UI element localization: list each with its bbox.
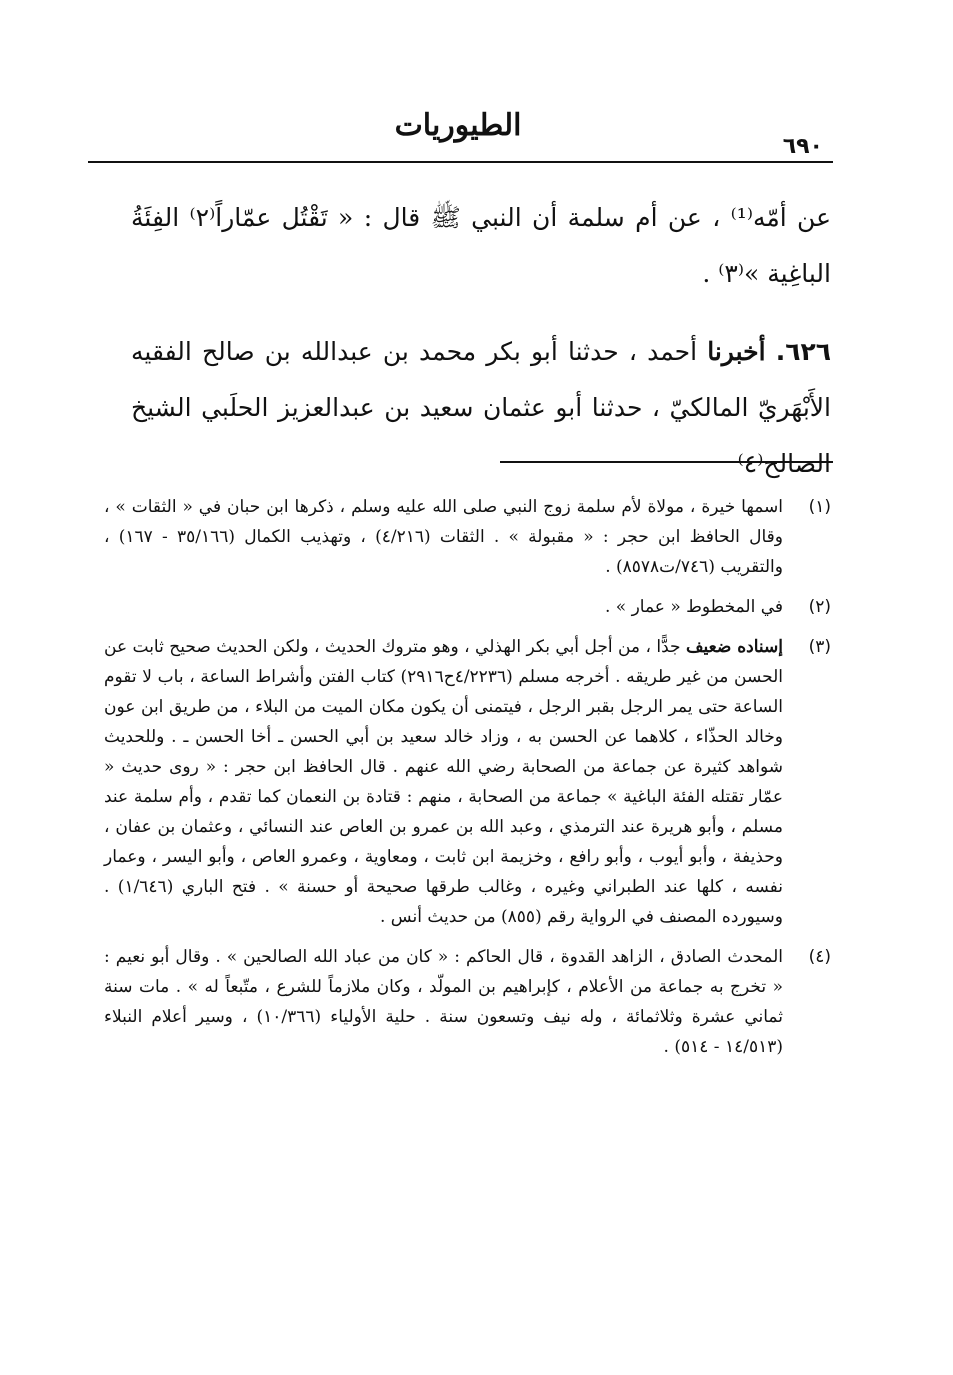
footnote-1 xyxy=(104,492,831,582)
footnote-text: اسمها خيرة ، مولاة لأم سلمة زوج النبي صلى الله عليه وسلم ، ذكرها ابن حبان في « الثقات » ، وقال الحافظ ابن حجر : « مقبولة » . الثقات (٤/٢١٦) ، وتهذيب الكمال (٣٥/١٦٦ - ١٦٧) ، والتقريب (٧٤٦/ت٨٥٧٨) . xyxy=(104,497,783,577)
footnote-2 xyxy=(104,592,831,622)
hadith-entry-626 xyxy=(131,324,831,492)
footnote-marker: (٢) xyxy=(808,597,831,617)
footnote-lead: إسناده ضعيف xyxy=(685,637,783,657)
header-rule xyxy=(88,161,833,163)
footnote-marker: (٤) xyxy=(808,947,831,967)
hadith-text: أحمد ، حدثنا أبو بكر محمد بن عبدالله بن صالح الفقيه الأَبْهَريّ المالكيّ ، حدثنا أبو عثمان سعيد بن عبدالعزيز الحلَبي الشيخ الصالح⁽٤⁾ xyxy=(131,337,831,478)
footnote-marker: (١) xyxy=(808,497,831,517)
footnote-marker: (٣) xyxy=(808,637,831,657)
footnote-4 xyxy=(104,942,831,1062)
footnote-3 xyxy=(104,632,831,932)
page-header xyxy=(88,100,833,162)
hadith-number: ٦٢٦. xyxy=(775,337,831,366)
footnote-separator xyxy=(500,461,833,463)
hadith-continuation: عن أمّه⁽¹⁾ ، عن أم سلمة أن النبي ﷺ قال : « تَقْتُل عمّاراً⁽٢⁾ الفِئَةُ الباغِية »⁽٣⁾ . xyxy=(131,203,832,288)
footnote-text: في المخطوط « عمار » . xyxy=(604,597,783,617)
main-text xyxy=(131,190,831,492)
book-title: الطيوريات xyxy=(394,108,522,143)
footnote-text: جدًّا ، من أجل أبي بكر الهذلي ، وهو متروك الحديث ، ولكن الحديث صحيح ثابت عن الحسن من غير طريقه . أخرجه مسلم (٤/٢٢٣٦ح٢٩١٦) كتاب الفتن وأشراط الساعة ، باب لا تقوم الساعة حتى يمر الرجل بقبر الرجل ، فيتمنى أن يكون مكان الميت من البلاء ، من طريق ابن عون وخالد الحذّاء ، كلاهما عن الحسن به ، وزاد خالد سعيد بن أبي الحسن ـ أخا الحسن ـ . وللحديث شواهد كثيرة عن جماعة من الصحابة رضي الله عنهم . قال الحافظ ابن حجر : « روى حديث « عمّار تقتله الفئة الباغية » جماعة من الصحابة ، منهم : قتادة بن النعمان كما تقدم ، وأم سلمة عند مسلم ، وأبو هريرة عند الترمذي ، وعبد الله بن عمرو بن العاص عند النسائي ، وعثمان بن عفان ، وحذيفة ، وأبو أيوب ، وأبو رافع ، وخزيمة ابن ثابت ، ومعاوية ، وعمرو العاص ، وأبو اليسر ، وعمار نفسه ، كلها عند الطبراني وغيره ، وغالب طرقها صحيحة أو حسنة » . فتح الباري (١/٦٤٦) . وسيورده المصنف في الرواية رقم (٨٥٥) من حديث أنس . xyxy=(104,637,783,927)
footnote-text: المحدث الصادق ، الزاهد القدوة ، قال الحاكم : « كان من عباد الله الصالحين » . وقال أبو نعيم : « تخرج به جماعة من الأعلام ، كإبراهيم بن المولّد ، وكان ملازماً للشرع ، متّبعاً له » . مات سنة ثماني عشرة وثلاثمائة ، وله نيف وتسعون سنة . حلية الأولياء (١٠/٣٦٦) ، وسير أعلام النبلاء (١٤/٥١٣ - ٥١٤) . xyxy=(104,947,783,1057)
hadith-lead-word: أخبرنا xyxy=(707,337,766,366)
page-number: ٦٩٠ xyxy=(782,134,823,159)
footnotes xyxy=(104,492,831,1072)
